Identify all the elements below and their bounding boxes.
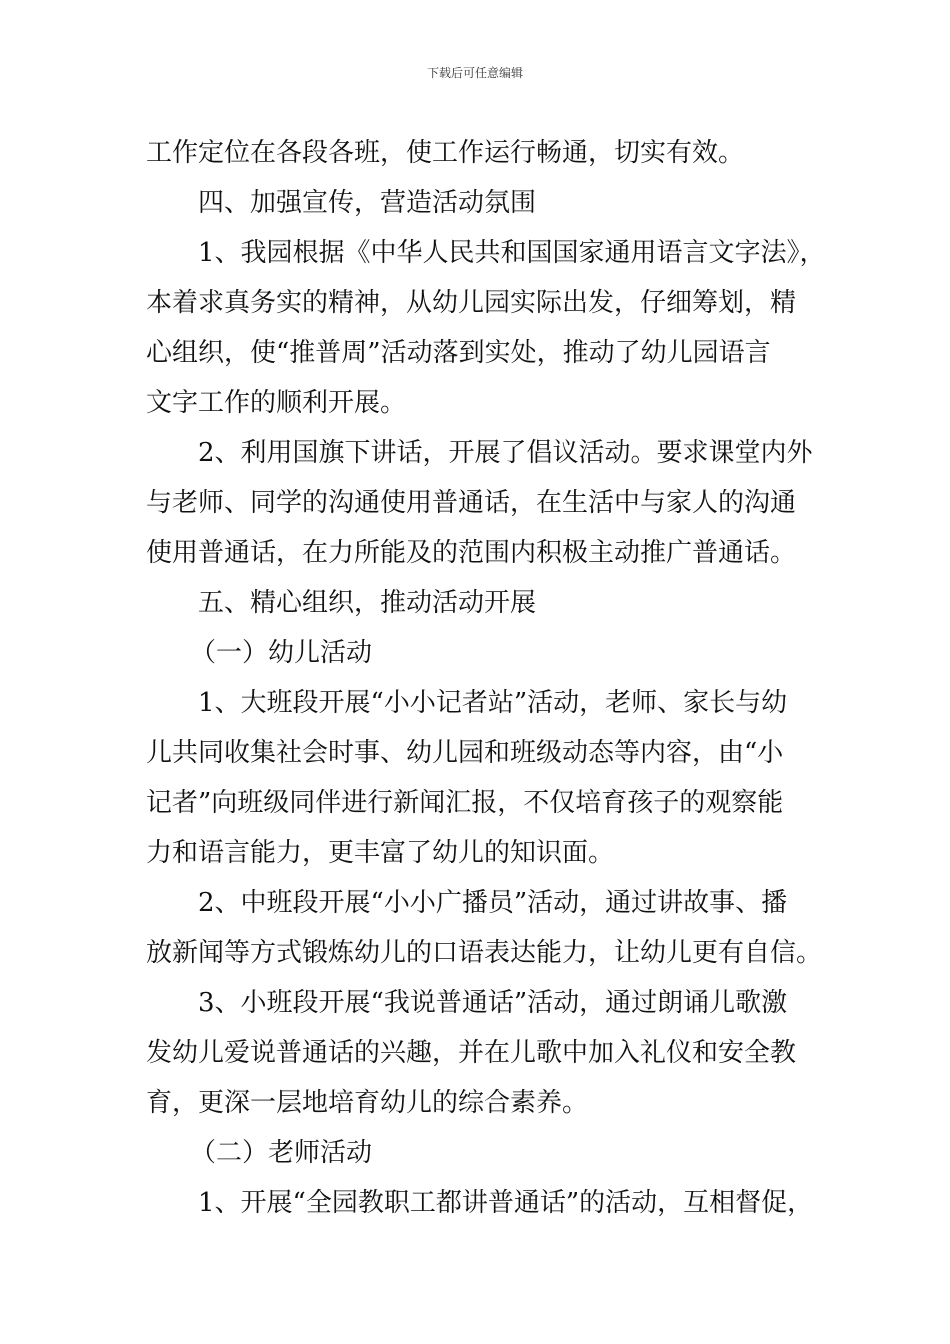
text-line: 2、利用国旗下讲话，开展了倡议活动。要求课堂内外 xyxy=(198,438,813,468)
section-heading: 五、精心组织，推动活动开展 xyxy=(198,588,537,618)
text-line: 与老师、同学的沟通使用普通话，在生活中与家人的沟通 xyxy=(146,488,797,518)
text-line: 文字工作的顺利开展。 xyxy=(146,388,407,418)
text-line: 儿共同收集社会时事、幼儿园和班级动态等内容，由“小 xyxy=(146,738,784,768)
text-line: 1、大班段开展“小小记者站”活动，老师、家长与幼 xyxy=(198,688,788,718)
subsection-heading: （一）幼儿活动 xyxy=(190,638,373,668)
document-body xyxy=(146,128,826,1228)
subsection-heading: （二）老师活动 xyxy=(190,1138,373,1168)
text-line: 心组织，使“推普周”活动落到实处，推动了幼儿园语言 xyxy=(146,338,771,368)
text-line: 工作定位在各段各班，使工作运行畅通，切实有效。 xyxy=(146,138,745,168)
text-line: 2、中班段开展“小小广播员”活动，通过讲故事、播 xyxy=(198,888,788,918)
text-line: 发幼儿爱说普通话的兴趣，并在儿歌中加入礼仪和安全教 xyxy=(146,1038,797,1068)
text-line: 使用普通话，在力所能及的范围内积极主动推广普通话。 xyxy=(146,538,797,568)
page-header-note: 下载后可任意编辑 xyxy=(426,66,523,80)
section-heading: 四、加强宣传，营造活动氛围 xyxy=(198,188,537,218)
text-line: 育，更深一层地培育幼儿的综合素养。 xyxy=(146,1088,589,1118)
text-line: 1、我园根据《中华人民共和国国家通用语言文字法》， xyxy=(198,238,826,268)
text-line: 放新闻等方式锻炼幼儿的口语表达能力，让幼儿更有自信。 xyxy=(146,938,823,968)
text-line: 3、小班段开展“我说普通话”活动，通过朗诵儿歌激 xyxy=(198,988,788,1018)
text-line: 记者”向班级同伴进行新闻汇报，不仅培育孩子的观察能 xyxy=(146,788,784,818)
text-line: 本着求真务实的精神，从幼儿园实际出发，仔细筹划，精 xyxy=(146,288,797,318)
text-line: 1、开展“全园教职工都讲普通话”的活动，互相督促， xyxy=(198,1188,814,1218)
text-line: 力和语言能力，更丰富了幼儿的知识面。 xyxy=(146,838,615,868)
